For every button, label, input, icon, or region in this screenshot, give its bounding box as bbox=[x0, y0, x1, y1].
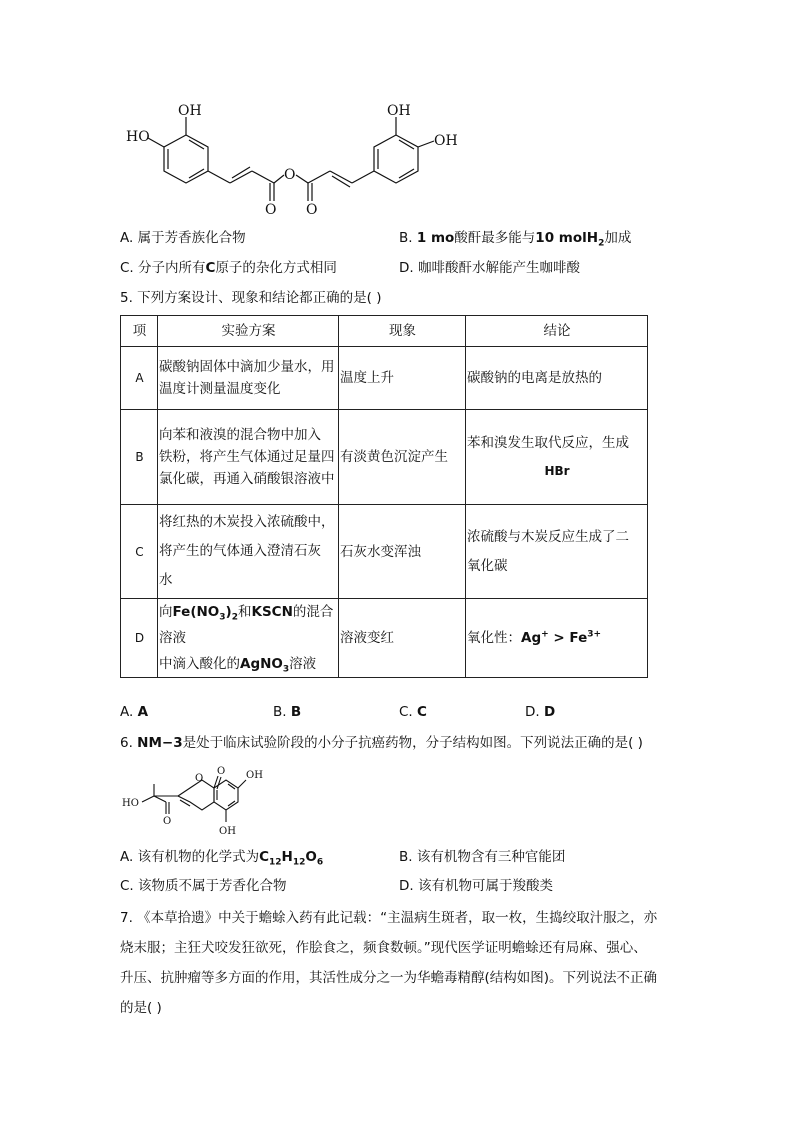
q6-option-c: C. 该物质不属于芳香化合物 bbox=[120, 878, 287, 894]
plan-cell bbox=[158, 347, 339, 410]
q7-line: 7. 《本草拾遗》中关于蟾蜍入药有此记载：“主温病生斑者，取一枚，生捣绞取汁服之，亦 bbox=[120, 910, 658, 926]
formula-element: H bbox=[281, 849, 293, 865]
q7-stem bbox=[120, 903, 680, 1023]
q6-option-d: D. 该有机物可属于羧酸类 bbox=[399, 878, 553, 894]
column-header: 实验方案 bbox=[158, 316, 339, 347]
cell-line: 向苯和液溴的混合物中加入 bbox=[159, 427, 321, 443]
table-row bbox=[121, 599, 648, 678]
row-id: D bbox=[121, 599, 158, 678]
option-prefix: B. bbox=[273, 704, 291, 720]
q7-line: 的是( ) bbox=[120, 1000, 162, 1016]
q4-option-a: A. 属于芳香族化合物 bbox=[120, 230, 246, 246]
cell-line bbox=[159, 599, 338, 651]
cell-text: 的混合溶液 bbox=[159, 604, 334, 646]
oh-label: OH bbox=[219, 826, 236, 837]
option-text: 加成 bbox=[604, 230, 632, 246]
plan-cell bbox=[158, 410, 339, 505]
ring-oxygen-label: O bbox=[195, 773, 204, 784]
cell-line: 碳酸钠固体中滴加少量水，用 bbox=[159, 359, 335, 375]
option-text: 酸酐最多能与 bbox=[454, 230, 536, 246]
cell-text: 向 bbox=[159, 604, 173, 620]
cell-text: ) bbox=[225, 604, 232, 620]
carbonyl-oxygen-label: O bbox=[265, 202, 277, 218]
column-header: 项 bbox=[121, 316, 158, 347]
table-row bbox=[121, 410, 648, 505]
q5-stem: 5. 下列方案设计、现象和结论都正确的是( ) bbox=[120, 290, 382, 306]
oh-label: OH bbox=[387, 103, 411, 119]
superscript: + bbox=[541, 629, 549, 640]
cell-text: 中滴入酸化的 bbox=[159, 656, 240, 672]
plan-cell bbox=[158, 599, 339, 678]
cell-line: 氧化碳 bbox=[467, 557, 508, 574]
phenomenon-cell: 温度上升 bbox=[339, 347, 466, 410]
plan-cell bbox=[158, 505, 339, 599]
row-id: B bbox=[121, 410, 158, 505]
q5-option-a bbox=[120, 702, 148, 722]
cell-text: > bbox=[548, 630, 570, 646]
subscript: 12 bbox=[292, 857, 306, 868]
subscript: 3 bbox=[219, 612, 226, 623]
cell-line: HBr bbox=[544, 464, 570, 478]
conclusion-cell bbox=[466, 505, 648, 599]
option-prefix: D. bbox=[525, 704, 544, 720]
q4-option-c bbox=[120, 258, 337, 278]
option-text: A bbox=[137, 704, 149, 720]
option-prefix: B. bbox=[399, 230, 417, 246]
cell-text: 氧化性： bbox=[467, 630, 521, 646]
option-text: D bbox=[543, 704, 556, 720]
cell-line bbox=[159, 651, 338, 677]
ho-label: HO bbox=[122, 798, 139, 809]
q6-option-b: B. 该有机物含有三种官能团 bbox=[399, 849, 566, 865]
ho-label: HO bbox=[126, 129, 150, 145]
subscript: 3 bbox=[282, 664, 290, 675]
oh-label: OH bbox=[246, 770, 263, 781]
cell-line: 将红热的木炭投入浓硫酸中， bbox=[159, 514, 335, 530]
q7-line: 升压、抗肿瘤等多方面的作用，其活性成分之一为华蟾毒精醇(结构如图)。下列说法不正确 bbox=[120, 970, 658, 986]
option-text: 10 molH bbox=[535, 230, 599, 246]
cell-line: 水 bbox=[159, 572, 173, 588]
experiment-table bbox=[120, 315, 648, 678]
row-id: A bbox=[121, 347, 158, 410]
option-text: 原子的杂化方式相同 bbox=[215, 260, 337, 276]
superscript: 3+ bbox=[587, 629, 602, 640]
conclusion-cell: 碳酸钠的电离是放热的 bbox=[466, 347, 648, 410]
bridge-oxygen-label: O bbox=[284, 167, 296, 183]
table-row bbox=[121, 505, 648, 599]
column-header: 现象 bbox=[339, 316, 466, 347]
phenomenon-cell: 有淡黄色沉淀产生 bbox=[339, 410, 466, 505]
cell-line: 温度计测量温度变化 bbox=[159, 381, 281, 397]
cell-line: 铁粉，将产生气体通过足量四 bbox=[159, 449, 335, 465]
caffeic-anhydride-structure bbox=[120, 95, 465, 220]
conclusion-cell bbox=[466, 410, 648, 505]
option-text: C bbox=[417, 704, 427, 720]
formula-element: C bbox=[259, 849, 270, 865]
option-text: C bbox=[205, 260, 216, 276]
cell-text: AgNO bbox=[240, 656, 283, 672]
q5-option-d bbox=[525, 702, 555, 722]
option-prefix: C. bbox=[399, 704, 418, 720]
cell-line: 将产生的气体通入澄清石灰 bbox=[159, 543, 321, 559]
q4-option-b bbox=[399, 228, 631, 248]
cell-text: 和 bbox=[237, 604, 252, 620]
q4-option-d: D. 咖啡酸酐水解能产生咖啡酸 bbox=[399, 260, 580, 276]
subscript: 12 bbox=[269, 857, 282, 868]
cell-text: Fe(NO bbox=[172, 604, 220, 620]
cell-line: 浓硫酸与木炭反应生成了二 bbox=[467, 528, 629, 545]
cell-line: 苯和溴发生取代反应，生成 bbox=[467, 435, 629, 451]
conclusion-cell bbox=[466, 599, 648, 678]
oh-label: OH bbox=[434, 133, 458, 149]
phenomenon-cell: 溶液变红 bbox=[339, 599, 466, 678]
cell-line: 氯化碳，再通入硝酸银溶液中 bbox=[159, 471, 335, 487]
q5-option-c bbox=[399, 702, 427, 722]
formula-element: O bbox=[305, 849, 317, 865]
option-text: C. 分子内所有 bbox=[120, 260, 206, 276]
acid-oxygen-label: O bbox=[163, 816, 172, 827]
question-text: 是处于临床试验阶段的小分子抗癌药物，分子结构如图。下列说法正确的是( ) bbox=[182, 735, 643, 751]
option-text: 1 mo bbox=[416, 230, 455, 246]
column-header: 结论 bbox=[466, 316, 648, 347]
q5-option-b bbox=[273, 702, 301, 722]
compound-name: NM−3 bbox=[137, 735, 183, 751]
subscript: 6 bbox=[316, 857, 324, 868]
cell-text: Fe bbox=[569, 630, 588, 646]
option-text: B bbox=[290, 704, 302, 720]
carbonyl-oxygen-label: O bbox=[306, 202, 318, 218]
subscript: 2 bbox=[598, 238, 605, 249]
oh-label: OH bbox=[178, 103, 202, 119]
row-id: C bbox=[121, 505, 158, 599]
nm3-structure bbox=[118, 762, 278, 840]
q7-line: 烧末服；主狂犬咬发狂欲死，作脍食之，频食数顿。”现代医学证明蟾蜍还有局麻、强心、 bbox=[120, 940, 647, 956]
question-number: 6. bbox=[120, 735, 138, 751]
q6-option-a bbox=[120, 847, 323, 867]
subscript: 2 bbox=[231, 612, 238, 623]
cell-text: 溶液 bbox=[289, 656, 317, 672]
table-row bbox=[121, 347, 648, 410]
option-text: A. 该有机物的化学式为 bbox=[120, 849, 260, 865]
table-header-row bbox=[121, 316, 648, 347]
option-prefix: A. bbox=[120, 704, 138, 720]
cell-text: Ag bbox=[521, 630, 542, 646]
phenomenon-cell: 石灰水变浑浊 bbox=[339, 505, 466, 599]
cell-text: KSCN bbox=[251, 604, 293, 620]
carbonyl-oxygen-label: O bbox=[217, 766, 226, 777]
q6-stem bbox=[120, 733, 643, 753]
